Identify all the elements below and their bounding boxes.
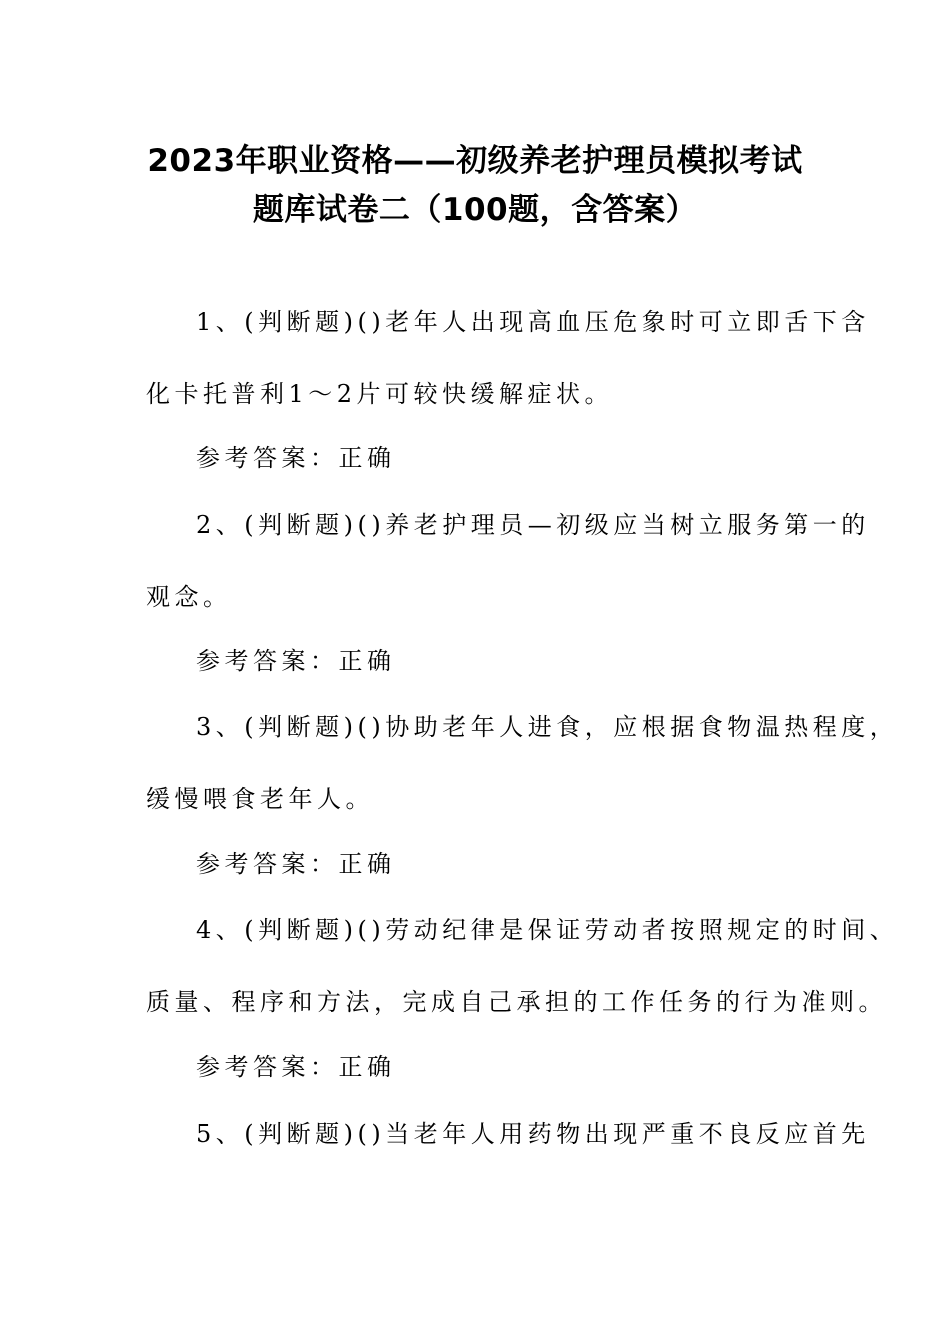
- question-3-text-line-1: 3、(判断题)()协助老年人进食，应根据食物温热程度，: [196, 713, 899, 741]
- document-title-line-1: 2023年职业资格——初级养老护理员模拟考试: [147, 143, 803, 179]
- question-4-text-line-2: 质量、程序和方法，完成自己承担的工作任务的行为准则。: [146, 988, 887, 1016]
- question-2-text-line-1: 2、(判断题)()养老护理员—初级应当树立服务第一的: [196, 511, 870, 539]
- question-2-answer: 参考答案：正确: [196, 647, 396, 675]
- question-2-text-line-2: 观念。: [146, 583, 232, 611]
- question-3-text-line-2: 缓慢喂食老年人。: [146, 785, 374, 813]
- question-4-answer: 参考答案：正确: [196, 1053, 396, 1081]
- question-5-text-line-1: 5、(判断题)()当老年人用药物出现严重不良反应首先: [196, 1120, 870, 1148]
- question-1-text-line-1: 1、(判断题)()老年人出现高血压危象时可立即舌下含: [196, 308, 870, 336]
- document-title-line-2: 题库试卷二（100题，含答案）: [252, 192, 698, 228]
- question-3-answer: 参考答案：正确: [196, 850, 396, 878]
- question-4-text-line-1: 4、(判断题)()劳动纪律是保证劳动者按照规定的时间、: [196, 916, 899, 944]
- question-1-text-line-2: 化卡托普利1～2片可较快缓解症状。: [146, 380, 614, 408]
- question-1-answer: 参考答案：正确: [196, 444, 396, 472]
